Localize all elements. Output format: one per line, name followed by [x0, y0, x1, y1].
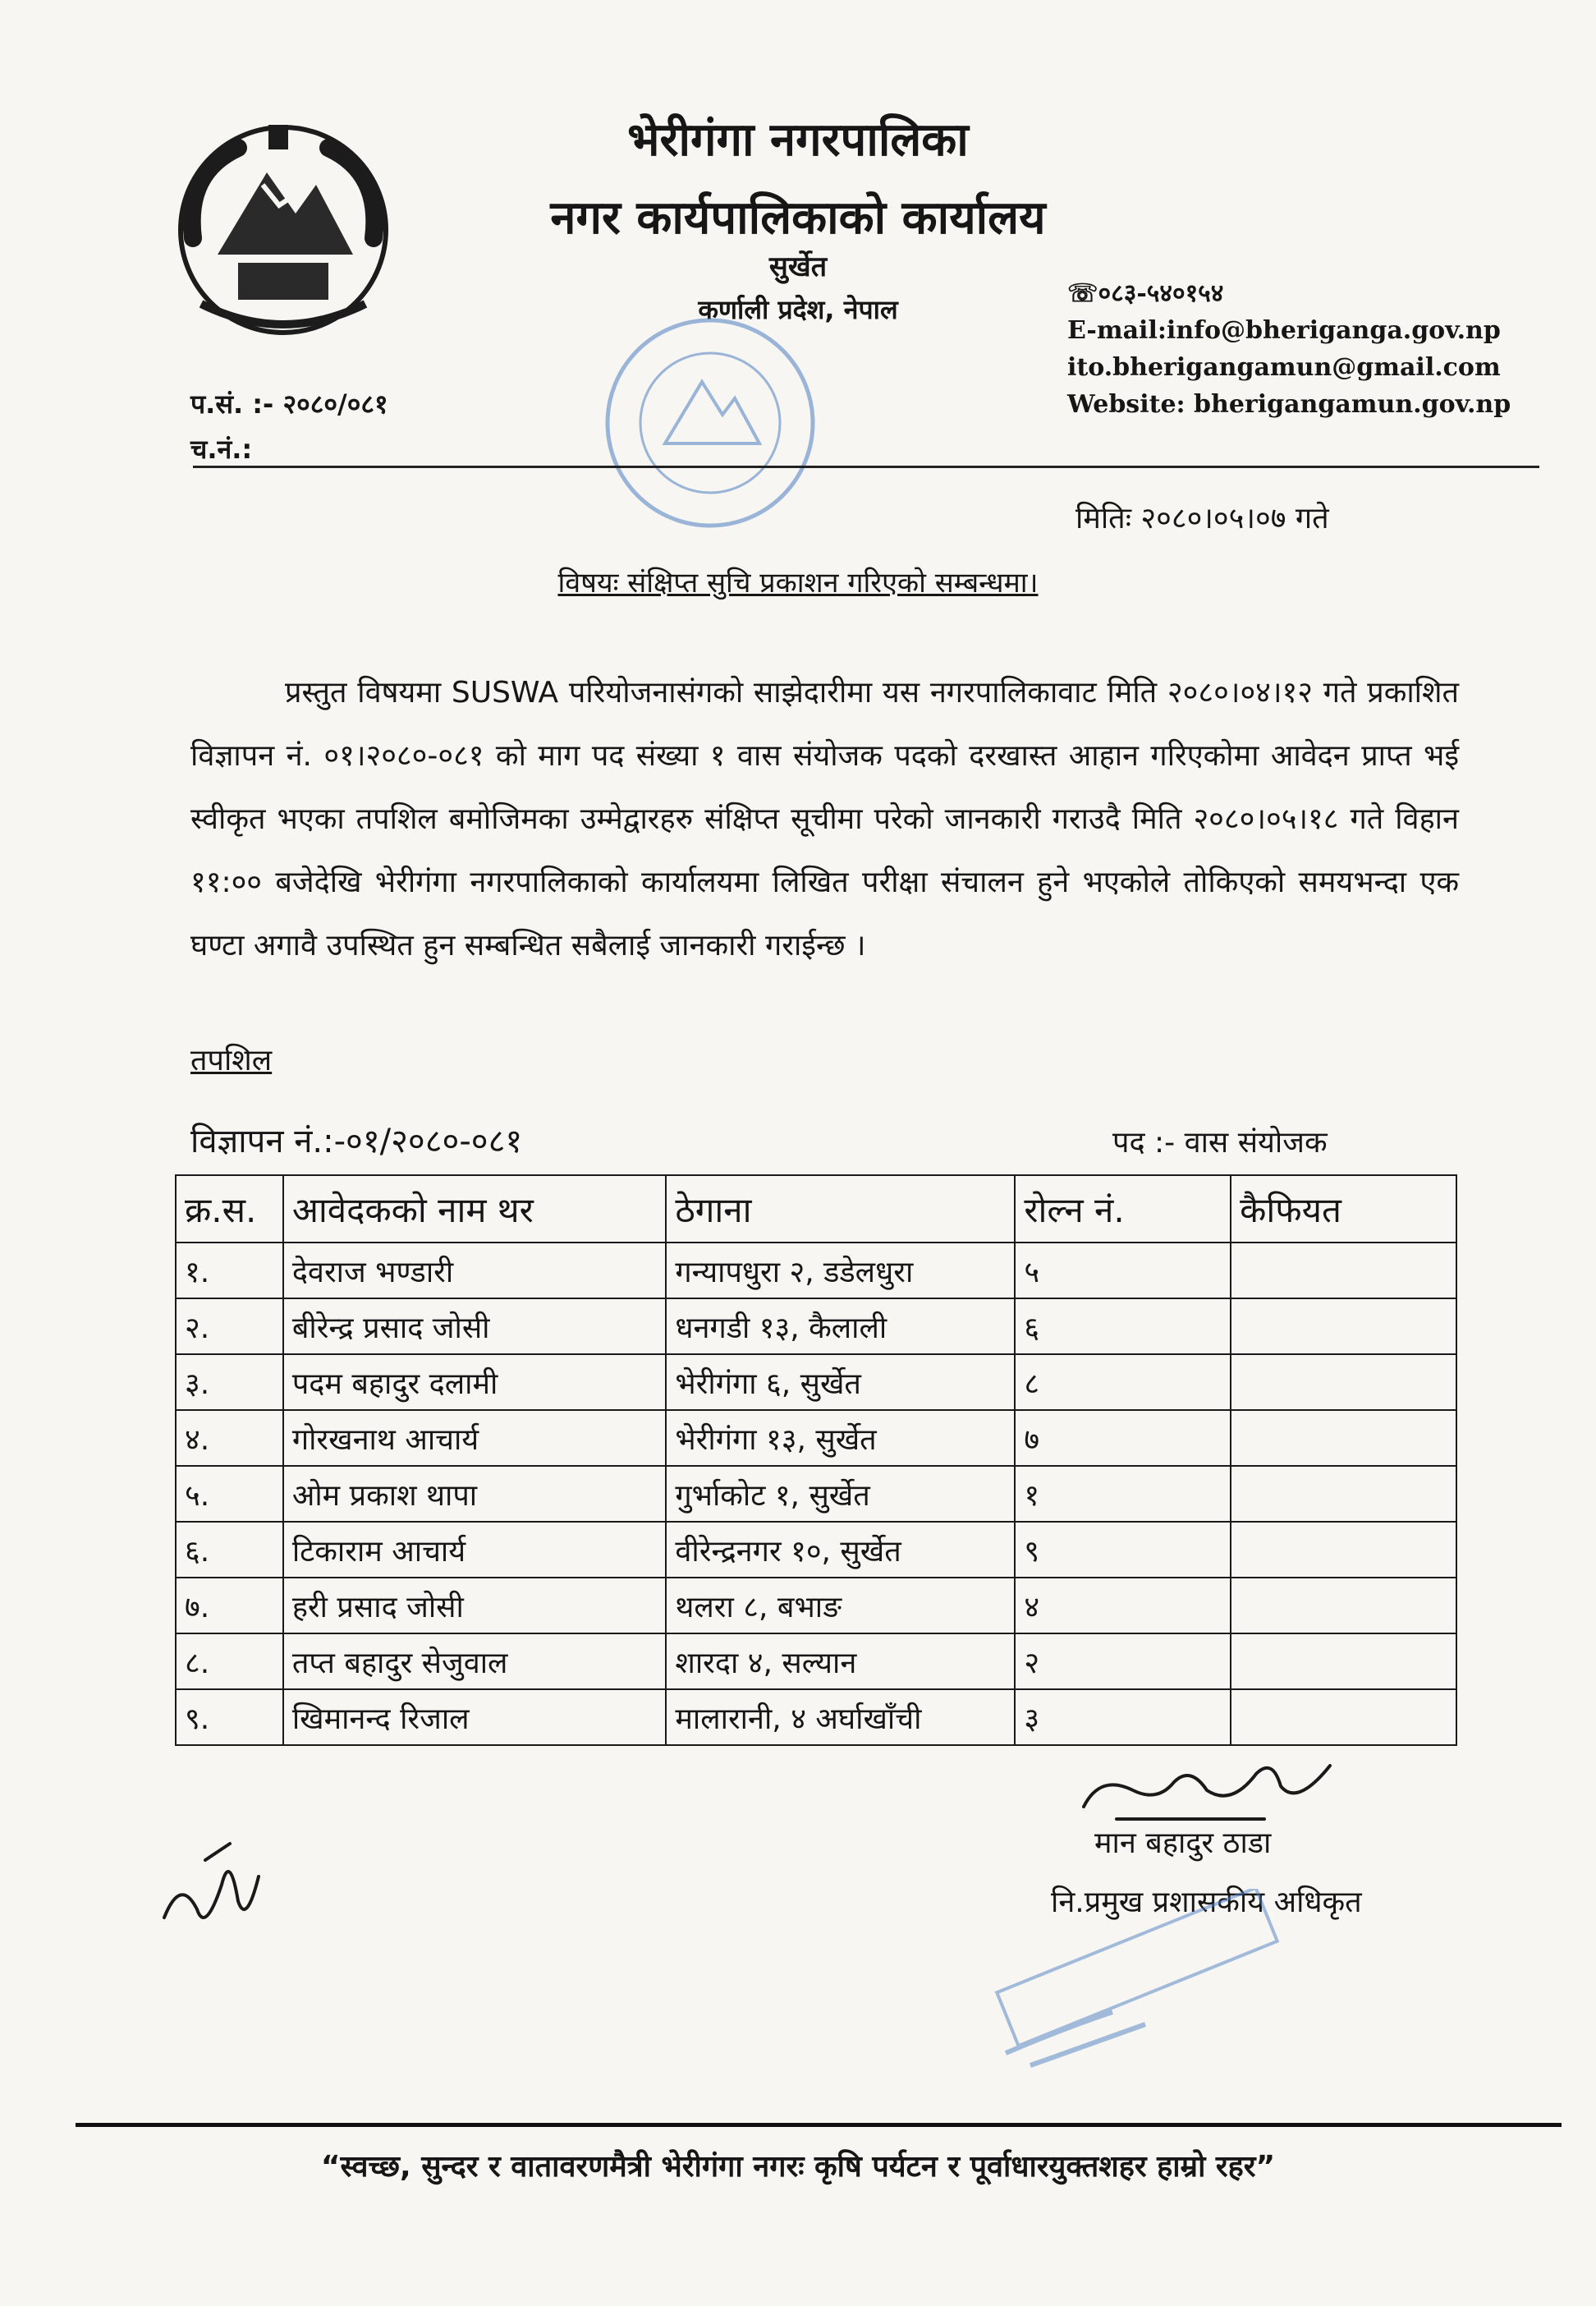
initial-signature	[148, 1827, 271, 1950]
serial-cell: २.	[176, 1298, 283, 1354]
remarks-cell	[1231, 1354, 1456, 1410]
name-cell: टिकाराम आचार्य	[283, 1522, 667, 1578]
serial-cell: ३.	[176, 1354, 283, 1410]
roll-cell: १	[1015, 1466, 1231, 1522]
remarks-cell	[1231, 1522, 1456, 1578]
contact-block	[1067, 275, 1511, 423]
details-heading: तपशिल	[190, 1044, 273, 1077]
column-header: क्र.स.	[176, 1175, 283, 1243]
roll-cell: ८	[1015, 1354, 1231, 1410]
serial-cell: ७.	[176, 1578, 283, 1633]
roll-cell: ९	[1015, 1522, 1231, 1578]
table-row	[176, 1633, 1456, 1689]
province-name: कर्णाली प्रदेश, नेपाल	[698, 294, 898, 325]
serial-cell: ६.	[176, 1522, 283, 1578]
roll-cell: ३	[1015, 1689, 1231, 1745]
serial-cell: १.	[176, 1243, 283, 1298]
name-cell: गोरखनाथ आचार्य	[283, 1410, 667, 1466]
roll-cell: ६	[1015, 1298, 1231, 1354]
header-divider	[193, 466, 1539, 468]
reference-block	[190, 382, 388, 472]
table-row	[176, 1578, 1456, 1633]
letter-number: प.सं. :- २०८०/०८१	[190, 388, 388, 420]
advertisement-number: विज्ञापन नं.:-०१/२०८०-०८१	[190, 1123, 523, 1160]
table-header-row	[176, 1175, 1456, 1243]
table-row	[176, 1243, 1456, 1298]
letter-body: प्रस्तुत विषयमा SUSWA परियोजनासंगको साझेदारीमा यस नगरपालिकावाट मिति २०८०।०४।१२ गते प्रकाशित विज्ञापन नं. ०१।२०८०-०८१ को माग पद संख्या १ वास संयोजक पदको दरखास्त आहान गरिएकोमा आवेदन प्राप्त भई स्वीकृत भएका तपशिल बमोजिमका उम्मेद्वारहरु संक्षिप्त सूचीमा परेको जानकारी गराउदै मिति २०८०।०५।१८ गते विहान ११:०० बजेदेखि भेरीगंगा नगरपालिकाको कार्यालयमा लिखित परीक्षा संचालन हुने भएकोले तोकिएको समयभन्दा एक घण्टा अगावै उपस्थित हुन सम्बन्धित सबैलाई जानकारी गराईन्छ ।	[190, 676, 1459, 962]
signatory-title: नि.प्रमुख प्रशासकीय अधिकृत	[1051, 1886, 1362, 1919]
address-cell: वीरेन्द्रनगर १०, सुर्खेत	[666, 1522, 1015, 1578]
table-row	[176, 1466, 1456, 1522]
letter-subject: विषयः संक्षिप्त सुचि प्रकाशन गरिएको सम्बन्धमा।	[557, 567, 1039, 599]
city-name: सुर्खेत	[768, 250, 828, 283]
remarks-cell	[1231, 1689, 1456, 1745]
roll-cell: ५	[1015, 1243, 1231, 1298]
name-cell: ओम प्रकाश थापा	[283, 1466, 667, 1522]
serial-cell: ४.	[176, 1410, 283, 1466]
table-row	[176, 1410, 1456, 1466]
name-cell: हरी प्रसाद जोसी	[283, 1578, 667, 1633]
table-row	[176, 1354, 1456, 1410]
officer-stamp	[981, 1889, 1309, 2078]
name-cell: तप्त बहादुर सेजुवाल	[283, 1633, 667, 1689]
footer-divider	[76, 2123, 1562, 2127]
column-header: ठेगाना	[666, 1175, 1015, 1243]
table-row	[176, 1298, 1456, 1354]
remarks-cell	[1231, 1578, 1456, 1633]
column-header: आवेदकको नाम थर	[283, 1175, 667, 1243]
name-cell: देवराज भण्डारी	[283, 1243, 667, 1298]
phone-number: ☏०८३-५४०१५४	[1067, 279, 1224, 308]
website-address: Website: bherigangamun.gov.np	[1067, 390, 1511, 419]
table-row	[176, 1522, 1456, 1578]
address-cell: गुर्भाकोट १, सुर्खेत	[666, 1466, 1015, 1522]
name-cell: बीरेन्द्र प्रसाद जोसी	[283, 1298, 667, 1354]
municipality-motto: “स्वच्छ, सुन्दर र वातावरणमैत्री भेरीगंगा नगरः कृषि पर्यटन र पूर्वाधारयुक्तशहर हाम्रो रहर”	[320, 2150, 1276, 2184]
office-name: नगर कार्यपालिकाको कार्यालय	[550, 191, 1046, 245]
email-address-secondary: ito.bherigangamun@gmail.com	[1067, 353, 1501, 382]
post-name: पद :- वास संयोजक	[1112, 1126, 1328, 1160]
table-row	[176, 1689, 1456, 1745]
address-cell: भेरीगंगा ६, सुर्खेत	[666, 1354, 1015, 1410]
office-seal-stamp	[591, 304, 829, 542]
remarks-cell	[1231, 1633, 1456, 1689]
column-header: कैफियत	[1231, 1175, 1456, 1243]
address-cell: धनगडी १३, कैलाली	[666, 1298, 1015, 1354]
column-header: रोल्न नं.	[1015, 1175, 1231, 1243]
roll-cell: ७	[1015, 1410, 1231, 1466]
email-address: E-mail:info@bheriganga.gov.np	[1067, 316, 1501, 345]
municipality-name: भेरीगंगा नगरपालिका	[627, 113, 969, 167]
letter-date: मितिः २०८०।०५।०७ गते	[1075, 502, 1329, 535]
candidate-table	[175, 1174, 1457, 1746]
address-cell: भेरीगंगा १३, सुर्खेत	[666, 1410, 1015, 1466]
officer-signature	[1067, 1741, 1396, 1831]
serial-cell: ५.	[176, 1466, 283, 1522]
remarks-cell	[1231, 1298, 1456, 1354]
remarks-cell	[1231, 1466, 1456, 1522]
serial-cell: ८.	[176, 1633, 283, 1689]
address-cell: मालारानी, ४ अर्घाखाँची	[666, 1689, 1015, 1745]
signatory-name: मान बहादुर ठाडा	[1094, 1826, 1272, 1860]
roll-cell: ४	[1015, 1578, 1231, 1633]
roll-cell: २	[1015, 1633, 1231, 1689]
name-cell: पदम बहादुर दलामी	[283, 1354, 667, 1410]
serial-cell: ९.	[176, 1689, 283, 1745]
remarks-cell	[1231, 1410, 1456, 1466]
address-cell: शारदा ४, सल्यान	[666, 1633, 1015, 1689]
address-cell: थलरा ८, बभाङ	[666, 1578, 1015, 1633]
address-cell: गन्यापधुरा २, डडेलधुरा	[666, 1243, 1015, 1298]
name-cell: खिमानन्द रिजाल	[283, 1689, 667, 1745]
remarks-cell	[1231, 1243, 1456, 1298]
dispatch-number: च.नं.:	[190, 434, 253, 465]
